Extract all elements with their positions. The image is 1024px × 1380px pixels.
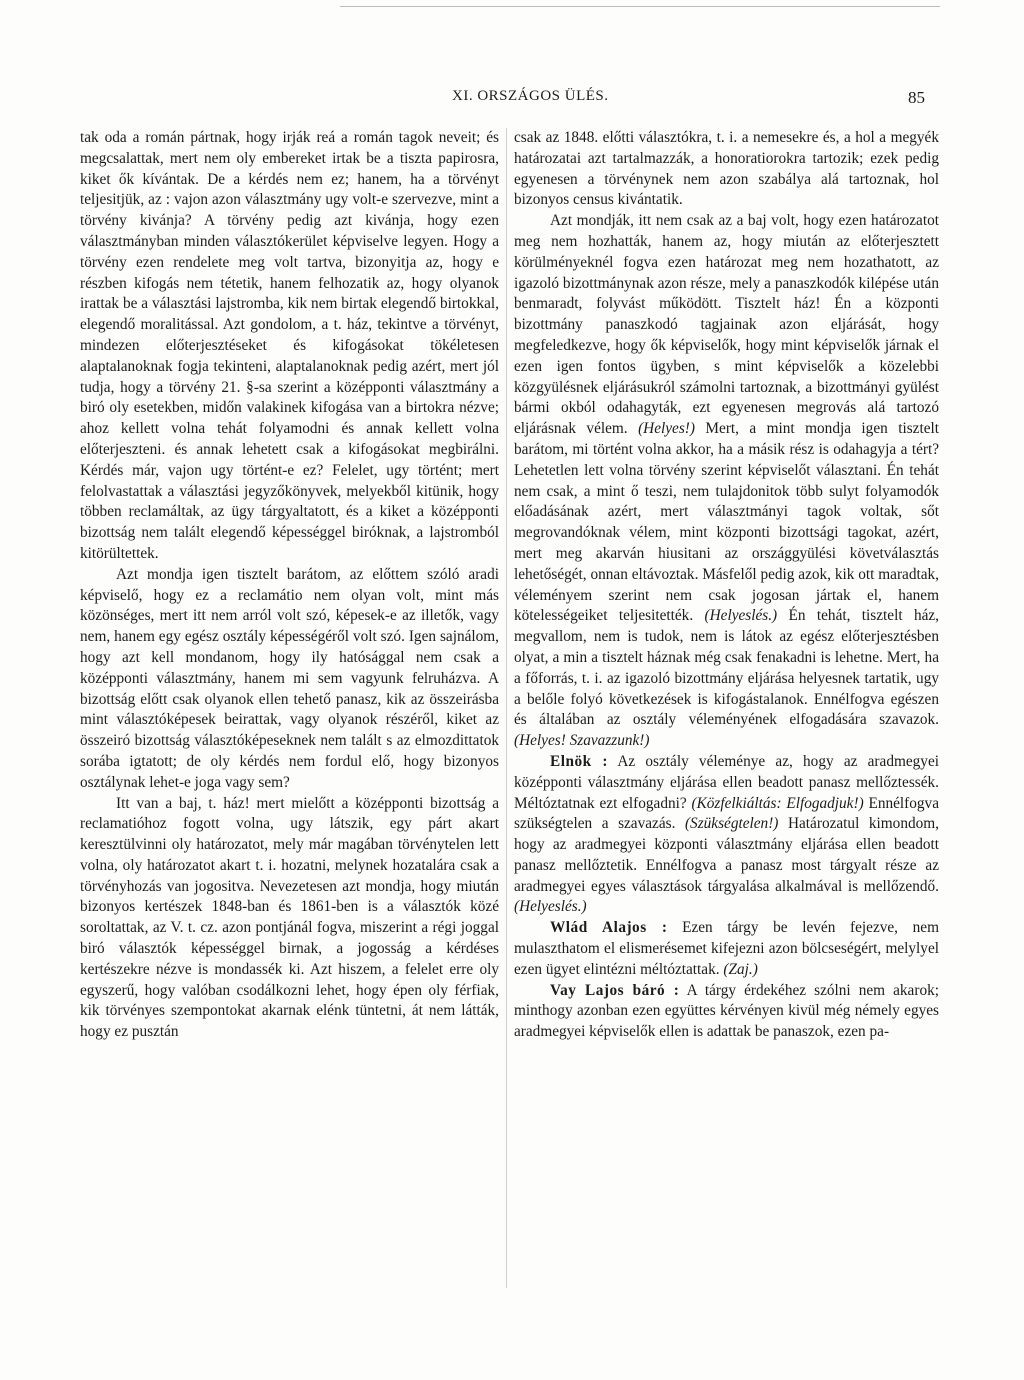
paragraph-text: A tárgy érdekéhez szólni nem akarok; minthogy azonban ezen együttes kérvényen kivül még némely egyes aradmegyei képviselők ellen is adattak be panaszok, ezen pa-: [514, 981, 939, 1041]
page-number: 85: [908, 88, 925, 107]
applause-note: (Zaj.): [723, 960, 758, 978]
paragraph: Azt mondja igen tisztelt barátom, az előttem szóló aradi képviselő, hogy ez a reclamátio nem olyan volt, mint más közönséges, mert itt nem arról volt szó, képesek-e az illetők, vagy nem, hanem egy egész osztály képességéről volt szó. Igen sajnálom, hogy azt kell mondanom, hogy ily hatósággal nem csak a középponti választmány, hanem mi sem vagyunk felruházva. A bizottság előtt csak olyanok ellen tehető panasz, kik az összeirásba mint választóképesek beirattak, vagy olyanok részéről, kiket az összeiró bizottság választóképeseknek nem talált s az elmozdittatok sorába igtatott; de oly kérdés nem fordul elő, hogy bizonyos osztálynak lehet-e joga vagy sem?: [80, 565, 499, 791]
paragraph-text: Ennélfogva szükségtelen a szavazás.: [514, 794, 939, 833]
paragraph: tak oda a román pártnak, hogy irják reá a román tagok neveit; és megcsalattak, mert nem oly embereket irtak be a tiszta papirosra, kiket ők kívántak. De a kérdés nem ez; hanem, ha a törvényt teljesitjük, az : vajon azon választmány ugy volt-e szervezve, mint a törvény kivánja? A törvény pedig azt kivánja, hogy ezen választmányban minden választókerület képviselve legyen. Hogy a törvény ezen rendelete meg volt tartva, bizonyitja az, hogy e részben kifogás nem tétetik, hanem felhozatik az, hogy olyanok irattak be a választási lajstromba, kik nem birtak elegendő birtokkal, elegendő moralitással. Azt gondolom, a t. ház, tekintve a törvényt, mindezen előterjesztéseket és kifogásokat tökéletesen alaptalanoknak fogja tekinteni, alaptalanoknak pedig azért, mert jól tudja, hogy a törvény 21. §-sa szerint a középponti választmány a biró oly esetekben, midőn valakinek kifogása van a birtokra nézve; ahoz kellett volna tehát folyamodni és annak kellett volna előterjeszteni. és annak lehetett csak a kifogásokat megbirálni. Kérdés már, vajon ugy történt-e ez? Felelet, ugy történt; mert felolvastattak a választási jegyzőkönyvek, melyekből kitünik, hogy többen reclamáltak, az ügy tárgyaltatott, és a kiket a középponti bizottság nem talált elegendő képességgel biróknak, a lajstromból kitörültettek.: [80, 129, 499, 562]
applause-note: (Helyes!): [638, 420, 695, 438]
applause-note: (Közfelkiáltás: Elfogadjuk!): [691, 794, 864, 812]
page-title: XI. ORSZÁGOS ÜLÉS.: [452, 88, 609, 104]
paragraph-text: Az osztály véleménye az, hogy az aradmegyei középponti választmány eljárása ellen beadott panasz mellőztessék. Méltóztatnak ezt elfogadni?: [514, 752, 939, 812]
applause-note: (Helyeslés.): [514, 898, 587, 916]
column-divider: [506, 128, 507, 1288]
paragraph: [514, 981, 939, 1043]
speaker-name: Wlád Alajos :: [550, 919, 668, 937]
paragraph: [514, 211, 939, 752]
left-column: [80, 128, 499, 1043]
paragraph-text: Én tehát, tisztelt ház, megvallom, nem is tudok, nem is látok az egész előterjesztésben olyat, a min a tisztelt háznak még csak fenakadni is lehetne. Mert, ha a főforrás, t. i. az igazoló bizottmány eljárása helyesnek tartatik, ugy a belőle folyó következések is kifogástalanok. Ennélfogva egészen és általában az osztály véleményének elfogadására szavazok.: [514, 607, 940, 729]
right-column: [514, 128, 939, 1043]
running-head: [0, 88, 1024, 110]
paragraph-text: Azt mondják, itt nem csak az a baj volt, hogy ezen határozatot meg nem hozhatták, hanem az, hogy miután az előterjesztett körülményeknél fogva ezen határozat meg nem hozathatott, az igazoló bizottmánynak azon része, mely a panaszkodók kilépése után benmaradt, folyvást működött. Tisztelt ház! Én a központi bizottmány panaszkodó tagjainak azon eljárását, hogy megfeledkezve, hogy ők képviselők, hogy mint képviselők járnak el ezen igen fontos ügyben, s mint képviselők a közelebbi közgyülésnek eljárásukról számolni tartoznak, a bizottmányi gyülést bármi okból odahagyták, ezt egyenesen megrovás alá tartozó eljárásnak vélem.: [514, 212, 939, 438]
applause-note: (Helyeslés.): [704, 607, 778, 625]
paragraph: [514, 918, 939, 980]
top-rule: [340, 6, 940, 7]
paragraph-text: Ezen tárgy be levén fejezve, nem mulaszthatom el elismerésemet kifejezni azon bölcseségért, melylyel ezen ügyet elintézni méltóztattak.: [514, 919, 939, 978]
applause-note: (Helyes! Szavazzunk!): [514, 732, 650, 750]
paragraph: Itt van a baj, t. ház! mert mielőtt a középponti bizottság a reclamatióhoz fogott volna, ugy látszik, egy párt akart keresztülvinni oly határozatot, mely már magában törvénytelen lett volna, oly határozatot akart t. i. hozatni, melynek hozatalára csak a törvényhozás van jogositva. Nevezetesen azt mondja, hogy miután bizonyos kertészek 1848-ban és 1861-ben is a választók közé soroltattak, az V. t. cz. azon pontjánál fogva, miszerint a régi joggal biró választók képességgel birnak, a jogosság a kérdéses kertészekre nézve is mondassék ki. Azt hiszem, a felelet erre oly egyszerű, hogy valóban csodálkozni lehet, hogy épen oly férfiak, kik törvényes szempontokat akarnak elénk tüntetni, át nem látták, hogy ez pusztán: [80, 794, 499, 1041]
paragraph-text: Mert, a mint mondja igen tisztelt barátom, mi történt volna akkor, ha a másik rész is odahagyja a tért? Lehetetlen lett volna törvény szerint képviselőt választani. Én tehát nem csak, a mint ő teszi, nem tulajdonitok több sulyt folyamodók előadásának azért, mert választmányi tagok voltak, sőt megrovandóknak vélem, mint központi bizottsági tagokat, azért, mert meg akarván hiusitani az országgyülési követválasztás lehetőségét, onnan eltávoztak. Másfelől pedig azok, kik ott maradtak, véleményem szerint nem csak jogosan jártak el, hanem kötelességeiket teljesitették.: [514, 420, 939, 625]
paragraph: [514, 752, 939, 918]
paragraph: csak az 1848. előtti választókra, t. i. a nemesekre és, a hol a megyék határozatai azt tartalmazzák, a honoratiorokra tartozik; ezek pedig egyenesen a törvénynek nem azon szabálya alá tartoznak, hol bizonyos census kivántatik.: [514, 129, 939, 209]
speaker-name: Elnök :: [550, 752, 608, 770]
applause-note: (Szükségtelen!): [684, 815, 779, 833]
paragraph-text: Határozatul kimondom, hogy az aradmegyei központi választmány eljárása ellen beadott panasz mellőztetik. Ennélfogva a panasz most tárgyalt része az aradmegyei egyes választások tárgyalása alkalmával is mellőzendő.: [514, 815, 939, 895]
speaker-name: Vay Lajos báró :: [550, 981, 680, 999]
